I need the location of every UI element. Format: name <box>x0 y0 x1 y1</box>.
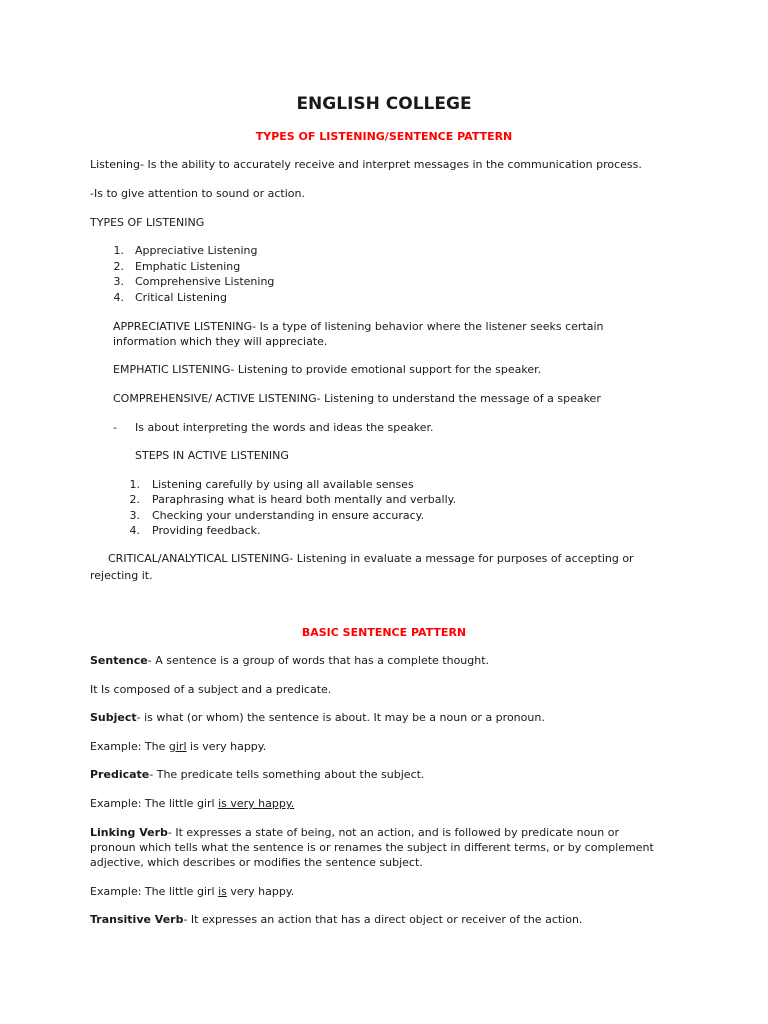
term-subject: Subject <box>90 711 137 724</box>
term-sentence: Sentence <box>90 654 148 667</box>
subject-definition <box>90 710 545 725</box>
example-linking-verb <box>90 884 294 899</box>
linking-verb-definition-line2: pronoun which tells what the sentence is or renames the subject in different terms, or by complement <box>90 841 654 854</box>
example-text: is very happy. <box>186 740 267 753</box>
list-item: Appreciative Listening <box>135 244 258 257</box>
transitive-verb-definition <box>90 912 582 927</box>
example-predicate <box>90 796 294 811</box>
list-number: 3. <box>113 275 124 288</box>
list-item: Comprehensive Listening <box>135 275 275 288</box>
list-item: Emphatic Listening <box>135 260 241 273</box>
critical-paragraph-line2: rejecting it. <box>90 569 153 582</box>
list-number: 1. <box>113 244 124 257</box>
term-linking-verb: Linking Verb <box>90 826 168 839</box>
listening-definition: Listening- Is the ability to accurately receive and interpret messages in the communication process. <box>90 158 642 171</box>
appreciative-paragraph-line2: information which they will appreciate. <box>113 335 328 348</box>
linking-verb-definition-line3: adjective, which describes or modifies the sentence subject. <box>90 856 423 869</box>
listening-definition-2: -Is to give attention to sound or action. <box>90 187 305 200</box>
appreciative-paragraph-line1: APPRECIATIVE LISTENING- Is a type of listening behavior where the listener seeks certain <box>113 320 604 333</box>
sentence-definition <box>90 653 489 668</box>
list-item: Paraphrasing what is heard both mentally and verbally. <box>152 493 457 506</box>
sentence-composed: It Is composed of a subject and a predicate. <box>90 683 332 696</box>
list-number: 1. <box>129 478 140 491</box>
dash-item: Is about interpreting the words and ideas the speaker. <box>135 421 434 434</box>
example-text: Example: The little girl <box>90 885 219 898</box>
list-number: 4. <box>113 291 124 304</box>
example-underlined: is <box>218 885 227 898</box>
transitive-def-text: - It expresses an action that has a direct object or receiver of the action. <box>183 913 583 926</box>
section-heading-listening: TYPES OF LISTENING/SENTENCE PATTERN <box>255 130 513 143</box>
types-heading: TYPES OF LISTENING <box>90 216 205 229</box>
comprehensive-paragraph: COMPREHENSIVE/ ACTIVE LISTENING- Listening to understand the message of a speaker <box>113 392 601 405</box>
document-title: ENGLISH COLLEGE <box>296 94 472 114</box>
example-underlined: girl <box>168 740 187 753</box>
example-text: very happy. <box>226 885 295 898</box>
list-item: Providing feedback. <box>152 524 261 537</box>
example-subject <box>90 739 266 754</box>
list-number: 2. <box>113 260 124 273</box>
list-number: 3. <box>129 509 140 522</box>
emphatic-paragraph: EMPHATIC LISTENING- Listening to provide emotional support for the speaker. <box>113 363 542 376</box>
example-text: Example: The little girl <box>90 797 219 810</box>
term-transitive-verb: Transitive Verb <box>90 913 184 926</box>
list-item: Listening carefully by using all available senses <box>152 478 414 491</box>
section-heading-sentence-pattern: BASIC SENTENCE PATTERN <box>301 626 467 639</box>
list-item: Critical Listening <box>135 291 227 304</box>
list-item: Checking your understanding in ensure accuracy. <box>152 509 425 522</box>
list-number: 4. <box>129 524 140 537</box>
term-predicate: Predicate <box>90 768 150 781</box>
linking-def-text: - It expresses a state of being, not an action, and is followed by predicate noun or <box>167 826 620 839</box>
linking-verb-definition-line1 <box>90 825 619 840</box>
list-number: 2. <box>129 493 140 506</box>
subject-def-text: - is what (or whom) the sentence is about. It may be a noun or a pronoun. <box>136 711 545 724</box>
predicate-definition <box>90 767 424 782</box>
critical-paragraph-line1: CRITICAL/ANALYTICAL LISTENING- Listening in evaluate a message for purposes of accepting or <box>108 552 634 565</box>
example-text: Example: The <box>90 740 169 753</box>
sentence-def-text: - A sentence is a group of words that has a complete thought. <box>147 654 490 667</box>
steps-heading: STEPS IN ACTIVE LISTENING <box>135 449 289 462</box>
dash-bullet: - <box>113 421 117 434</box>
predicate-def-text: - The predicate tells something about the subject. <box>149 768 425 781</box>
example-underlined: is very happy. <box>218 797 295 810</box>
